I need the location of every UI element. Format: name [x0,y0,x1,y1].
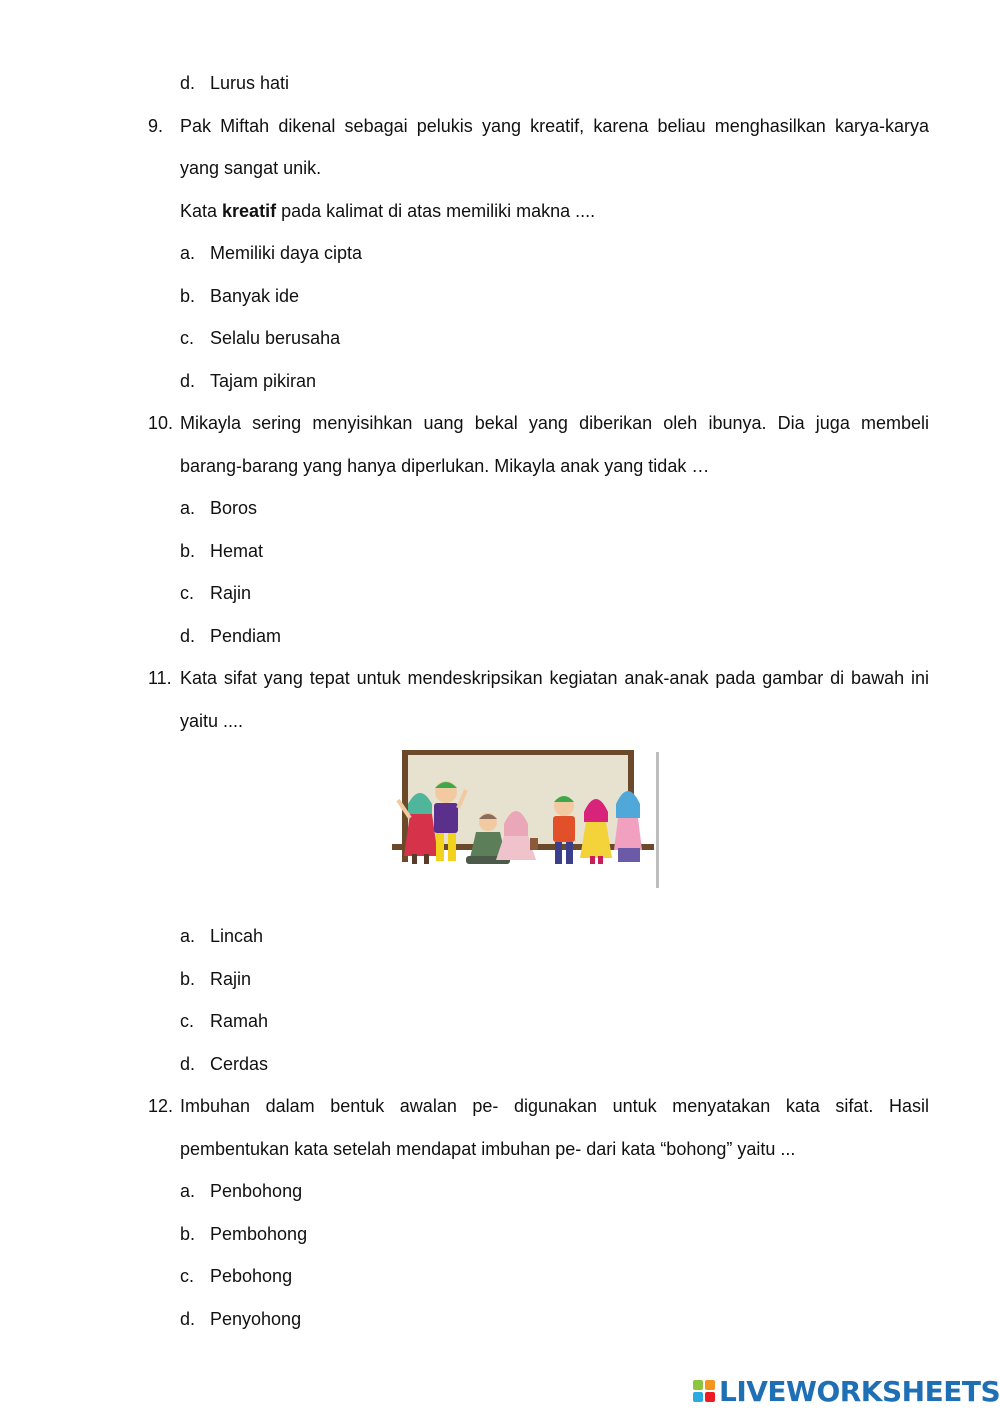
option-text[interactable]: Rajin [210,969,252,989]
option-letter: c. [180,583,195,603]
board-top-frame [404,750,632,755]
children-illustration [390,748,662,890]
logo-grid-icon [693,1380,715,1402]
option-letter: d. [180,626,196,646]
prompt-pre: Kata [180,201,223,221]
option-text[interactable]: Penbohong [210,1181,303,1201]
option-letter: c. [180,1266,195,1286]
option-text[interactable]: Ramah [210,1011,269,1031]
option-letter: c. [180,328,195,348]
liveworksheets-logo[interactable] [693,1374,1000,1408]
question-text-line: yaitu .... [180,711,244,731]
option-letter: b. [180,969,196,989]
option-letter: b. [180,541,196,561]
child-figure [553,796,575,864]
option-text[interactable]: Cerdas [210,1054,269,1074]
option-letter: a. [180,498,196,518]
option-letter: a. [180,926,196,946]
option-letter: d. [180,1054,196,1074]
question-number: 12. [148,1096,174,1116]
question-number: 9. [148,116,164,136]
option-text[interactable]: Lincah [210,926,264,946]
question-text-line: yang sangat unik. [180,158,322,178]
option-text[interactable]: Selalu berusaha [210,328,341,348]
option-text[interactable]: Tajam pikiran [210,371,317,391]
question-text-line: Mikayla sering menyisihkan uang bekal yang diberikan oleh ibunya. Dia juga membeli [180,413,929,433]
question-text-line: barang-barang yang hanya diperlukan. Mikayla anak yang tidak … [180,456,710,476]
option-text[interactable]: Pembohong [210,1224,308,1244]
question-number: 11. [148,668,172,688]
question-number: 10. [148,413,174,433]
option-letter: a. [180,1181,196,1201]
question-text-line: Pak Miftah dikenal sebagai pelukis yang kreatif, karena beliau menghasilkan karya-karya [180,116,929,136]
option-text[interactable]: Penyohong [210,1309,302,1329]
option-letter: c. [180,1011,195,1031]
option-text[interactable]: Hemat [210,541,264,561]
option-letter: d. [180,371,196,391]
option-letter: d. [180,73,196,93]
option-letter: b. [180,1224,196,1244]
option-text[interactable]: Pebohong [210,1266,293,1286]
option-letter: b. [180,286,196,306]
brand-name: LIVEWORKSHEETS [719,1374,1000,1408]
child-figure [614,791,642,862]
option-letter: a. [180,243,196,263]
prompt-post: pada kalimat di atas memiliki makna .... [276,201,596,221]
keyword-bold: kreatif [222,201,277,221]
board-side-edge [656,752,659,888]
option-text[interactable]: Boros [210,498,258,518]
question-text-line: Kata sifat yang tepat untuk mendeskripsikan kegiatan anak-anak pada gambar di bawah ini [180,668,929,688]
option-text[interactable]: Rajin [210,583,252,603]
question-text-line: pembentukan kata setelah mendapat imbuhan pe- dari kata “bohong” yaitu ... [180,1139,796,1159]
option-text[interactable]: Banyak ide [210,286,300,306]
option-letter: d. [180,1309,196,1329]
question-prompt [180,199,595,223]
question-text-line: Imbuhan dalam bentuk awalan pe- digunakan untuk menyatakan kata sifat. Hasil [180,1096,929,1116]
option-text[interactable]: Memiliki daya cipta [210,243,363,263]
option-text: Lurus hati [210,73,290,93]
option-text[interactable]: Pendiam [210,626,282,646]
